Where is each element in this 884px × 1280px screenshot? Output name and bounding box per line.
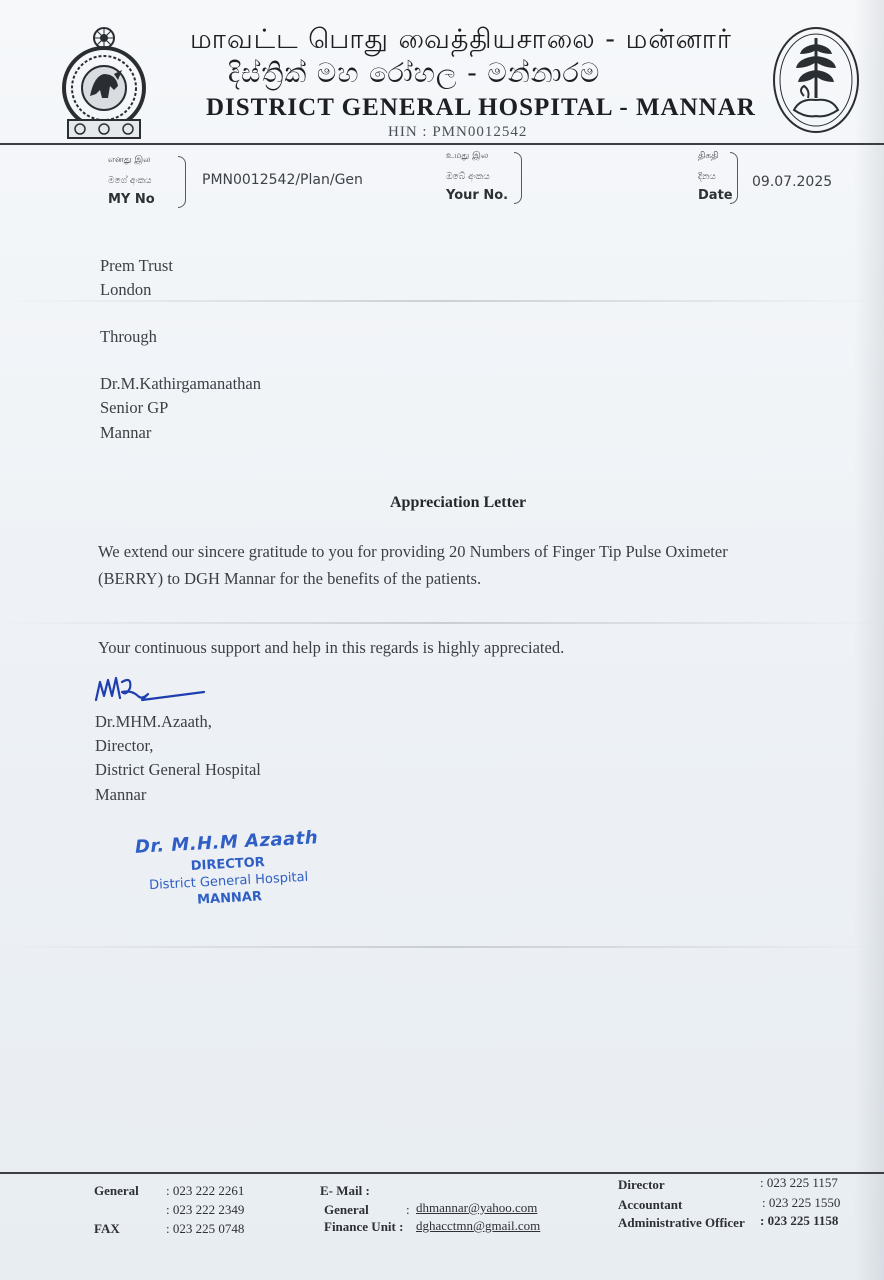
date-block	[698, 150, 733, 203]
your-no-label: Your No.	[446, 188, 509, 203]
date-sinhala-label: දිනය	[698, 172, 716, 182]
page-shadow	[854, 0, 884, 1280]
via-place: Mannar	[100, 423, 152, 442]
stamp-title: DIRECTOR	[190, 855, 266, 874]
general-phone-label: General	[94, 1183, 139, 1198]
director-stamp	[126, 827, 330, 911]
date-label: Date	[698, 188, 733, 203]
sri-lanka-emblem-icon	[58, 24, 150, 142]
date-value: 09.07.2025	[752, 174, 833, 190]
recipient-line-1: Prem Trust	[100, 256, 173, 275]
email-general-colon: :	[406, 1202, 410, 1217]
through-label: Through	[100, 327, 157, 346]
email-label: E- Mail :	[320, 1183, 370, 1198]
handwritten-signature	[92, 670, 212, 710]
signatory-name: Dr.MHM.Azaath,	[95, 712, 212, 731]
your-no-sinhala-label: ඔබේ අංකය	[446, 172, 490, 182]
recipient-line-2: London	[100, 280, 152, 299]
email-finance-link[interactable]: dghacctmn@gmail.com	[416, 1218, 541, 1233]
admin-officer-label: Administrative Officer	[618, 1215, 745, 1230]
paper-fold	[0, 300, 884, 302]
director-phone-label: Director	[618, 1177, 665, 1192]
letter-paragraph-2: Your continuous support and help in this regards is highly appreciated.	[98, 638, 565, 657]
date-brace	[730, 152, 738, 204]
admin-officer-value: : 023 225 1158	[760, 1213, 839, 1228]
signatory-org: District General Hospital	[95, 760, 261, 779]
my-no-brace	[178, 156, 186, 208]
my-no-block	[108, 154, 155, 207]
hin-number: HIN : PMN0012542	[388, 124, 528, 140]
general-phone-2: : 023 222 2349	[166, 1202, 245, 1217]
stamp-place: MANNAR	[196, 889, 263, 908]
hospital-name-tamil: மாவட்ட பொது வைத்தியசாலை - மன்னார்	[190, 24, 732, 55]
letter-paragraph-1	[98, 538, 838, 592]
email-general-label: General	[324, 1202, 369, 1217]
your-no-brace	[514, 152, 522, 204]
fax-label: FAX	[94, 1221, 120, 1236]
general-phone-1: : 023 222 2261	[166, 1183, 245, 1198]
paper-fold	[0, 622, 884, 624]
your-no-block	[446, 150, 508, 203]
hospital-tree-logo-icon	[770, 24, 862, 136]
my-no-tamil-label: எனது இல	[108, 155, 151, 165]
my-no-sinhala-label: මගේ අංකය	[108, 176, 152, 186]
stamp-org: District General Hospital	[148, 869, 309, 894]
signatory-place: Mannar	[95, 785, 147, 804]
hospital-name-sinhala: දිස්ත්‍රික් මහ රෝහල - මන්නාරම	[228, 58, 601, 89]
via-name: Dr.M.Kathirgamanathan	[100, 374, 261, 393]
hospital-name-english: DISTRICT GENERAL HOSPITAL - MANNAR	[206, 94, 756, 121]
my-no-label: MY No	[108, 192, 155, 207]
email-general-link[interactable]: dhmannar@yahoo.com	[416, 1200, 538, 1215]
letter-title: Appreciation Letter	[390, 494, 527, 511]
fax-value: : 023 225 0748	[166, 1221, 245, 1236]
email-finance-label: Finance Unit :	[324, 1219, 404, 1234]
your-no-tamil-label: உமது இல	[446, 151, 489, 161]
via-title: Senior GP	[100, 398, 169, 417]
paragraph-1-line-1: We extend our sincere gratitude to you for providing 20 Numbers of Finger Tip Pulse Oximeter	[98, 542, 728, 561]
signatory-title: Director,	[95, 736, 154, 755]
date-tamil-label: திகதி	[698, 151, 719, 161]
footer-divider	[0, 1172, 884, 1174]
accountant-phone-label: Accountant	[618, 1197, 683, 1212]
director-phone-value: : 023 225 1157	[760, 1175, 838, 1190]
header-divider	[0, 143, 884, 145]
stamp-name: Dr. M.H.M Azaath	[134, 827, 319, 858]
my-no-value: PMN0012542/Plan/Gen	[202, 172, 363, 188]
paragraph-1-line-2: (BERRY) to DGH Mannar for the benefits of the patients.	[98, 569, 482, 588]
accountant-phone-value: : 023 225 1550	[762, 1195, 841, 1210]
paper-fold	[0, 946, 884, 948]
